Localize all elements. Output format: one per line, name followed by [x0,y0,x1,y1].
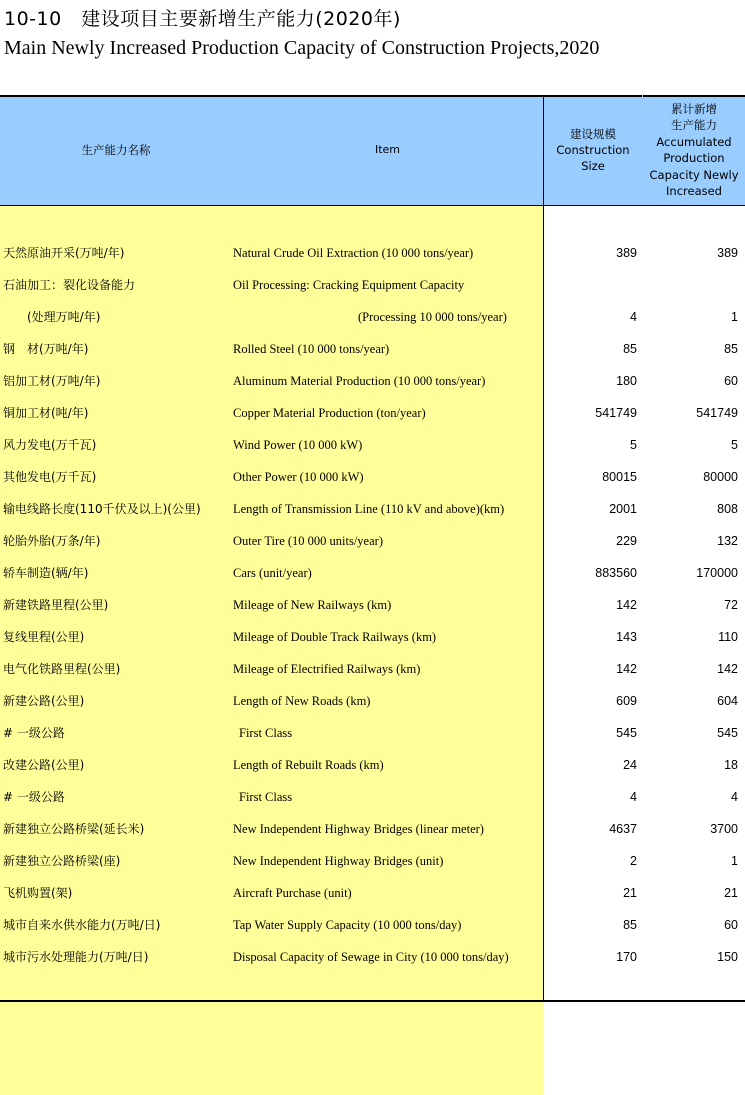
item-cn: 其他发电(万千瓦) [3,470,97,484]
accumulated-capacity-value: 3700 [710,822,738,836]
table-row [0,269,745,301]
accumulated-capacity-value: 21 [724,886,738,900]
construction-size-value: 229 [616,534,637,548]
accumulated-capacity-value: 72 [724,598,738,612]
table-row [0,461,745,493]
table-row [0,781,745,813]
construction-size-value: 85 [623,918,637,932]
item-en: Copper Material Production (ton/year) [233,406,426,420]
construction-size-value: 85 [623,342,637,356]
construction-size-value: 170 [616,950,637,964]
accumulated-capacity-value: 808 [717,502,738,516]
accumulated-capacity-value: 85 [724,342,738,356]
accumulated-capacity-value: 1 [731,854,738,868]
table-row [0,365,745,397]
accumulated-capacity-value: 170000 [696,566,738,580]
table-row [0,301,745,333]
construction-size-value: 180 [616,374,637,388]
construction-size-value: 142 [616,662,637,676]
table-row [0,813,745,845]
item-cn: 城市污水处理能力(万吨/日) [3,950,149,964]
table-row [0,525,745,557]
accumulated-capacity-value: 60 [724,374,738,388]
item-en: Length of New Roads (km) [233,694,371,708]
table-rows [0,237,745,973]
header-acc-line: 生产能力 [671,118,717,132]
item-cn: 新建公路(公里) [3,694,85,708]
accumulated-capacity-value: 142 [717,662,738,676]
accumulated-capacity-value: 541749 [696,406,738,420]
item-en: New Independent Highway Bridges (linear meter) [233,822,484,836]
item-en: Aircraft Purchase (unit) [233,886,352,900]
construction-size-value: 80015 [602,470,637,484]
item-cn: # 一级公路 [3,726,65,740]
header-acc-line: Accumulated [656,134,732,149]
construction-size-value: 142 [616,598,637,612]
construction-size-value: 4 [630,790,637,804]
header-size-line: Construction [556,143,630,157]
item-cn: 轮胎外胎(万条/年) [3,534,101,548]
table-row [0,493,745,525]
item-en: Length of Transmission Line (110 kV and above)(km) [233,502,505,516]
column-divider-light [642,95,643,205]
accumulated-capacity-value: 4 [731,790,738,804]
table-row [0,941,745,973]
table-row [0,845,745,877]
table-bottom-rule [0,1000,745,1002]
item-cn: 飞机购置(架) [3,886,73,900]
capacity-table [0,95,745,1005]
header-size-line: Size [581,159,605,173]
accumulated-capacity-value: 80000 [703,470,738,484]
item-en: Natural Crude Oil Extraction (10 000 tons/year) [233,246,474,260]
table-row [0,333,745,365]
item-en: (Processing 10 000 tons/year) [233,310,507,324]
accumulated-capacity-value: 604 [717,694,738,708]
accumulated-capacity-value: 1 [731,310,738,324]
header-acc-line: Capacity Newly [649,167,739,182]
accumulated-capacity-value: 60 [724,918,738,932]
item-en: First Class [239,790,293,804]
header-item-en [232,95,543,205]
page-title-cn: 10-10 建设项目主要新增生产能力(2020年) [4,8,401,30]
item-cn: 城市自来水供水能力(万吨/日) [3,918,161,932]
accumulated-capacity-value: 132 [717,534,738,548]
item-en: Cars (unit/year) [233,566,312,580]
item-en: First Class [239,726,293,740]
table-row [0,717,745,749]
table-top-rule [0,95,745,97]
construction-size-value: 5 [630,438,637,452]
table-row [0,909,745,941]
accumulated-capacity-value: 5 [731,438,738,452]
page-title-en: Main Newly Increased Production Capacity of Construction Projects,2020 [4,37,600,59]
item-en: Disposal Capacity of Sewage in City (10 000 tons/day) [233,950,509,964]
item-cn: 钢 材(万吨/年) [3,342,89,356]
construction-size-value: 24 [623,758,637,772]
header-construction-size [544,95,642,205]
item-en: Mileage of Double Track Railways (km) [233,630,437,644]
table-row [0,653,745,685]
header-item-cn [0,95,232,205]
item-en: New Independent Highway Bridges (unit) [233,854,444,868]
item-cn: 电气化铁路里程(公里) [3,662,121,676]
item-en: Other Power (10 000 kW) [233,470,364,484]
item-cn: 输电线路长度(110千伏及以上)(公里) [3,502,201,516]
table-row [0,749,745,781]
table-row [0,429,745,461]
item-en: Outer Tire (10 000 units/year) [233,534,383,548]
construction-size-value: 883560 [595,566,637,580]
item-cn: 轿车制造(辆/年) [3,566,89,580]
header-acc-line: Increased [666,184,722,198]
item-en: Wind Power (10 000 kW) [233,438,363,452]
table-row [0,237,745,269]
table-row [0,589,745,621]
construction-size-value: 2 [630,854,637,868]
header-acc-line: Production [663,151,725,165]
header-size-line: 建设规模 [569,127,616,141]
accumulated-capacity-value: 389 [717,246,738,260]
table-row [0,685,745,717]
item-en: Mileage of New Railways (km) [233,598,392,612]
item-cn: 新建独立公路桥梁(延长米) [3,822,145,836]
item-cn: 风力发电(万千瓦) [3,438,97,452]
construction-size-value: 21 [623,886,637,900]
accumulated-capacity-value: 545 [717,726,738,740]
construction-size-value: 4 [630,310,637,324]
header-item-en-label: Item [374,143,401,156]
construction-size-value: 541749 [595,406,637,420]
item-en: Rolled Steel (10 000 tons/year) [233,342,390,356]
accumulated-capacity-value: 150 [717,950,738,964]
construction-size-value: 143 [616,630,637,644]
header-bottom-rule [0,205,745,206]
table-row [0,557,745,589]
header-acc-line: 累计新增 [671,101,717,116]
item-en: Length of Rebuilt Roads (km) [233,758,384,772]
item-cn: (处理万吨/年) [3,310,101,324]
item-cn: 天然原油开采(万吨/年) [3,246,125,260]
item-cn: 石油加工：裂化设备能力 [3,278,136,292]
construction-size-value: 2001 [609,502,637,516]
item-cn: 铜加工材(吨/年) [3,406,89,420]
construction-size-value: 389 [616,246,637,260]
item-cn: 新建独立公路桥梁(座) [3,854,121,868]
construction-size-value: 609 [616,694,637,708]
item-cn: 新建铁路里程(公里) [3,598,109,612]
item-cn: # 一级公路 [3,790,65,804]
table-row [0,877,745,909]
item-en: Oil Processing: Cracking Equipment Capacity [233,278,465,292]
item-cn: 铝加工材(万吨/年) [3,374,101,388]
accumulated-capacity-value: 18 [724,758,738,772]
table-row [0,621,745,653]
item-en: Tap Water Supply Capacity (10 000 tons/day) [233,918,462,932]
item-en: Aluminum Material Production (10 000 tons/year) [233,374,486,388]
construction-size-value: 545 [616,726,637,740]
item-cn: 改建公路(公里) [3,758,85,772]
construction-size-value: 4637 [609,822,637,836]
item-en: Mileage of Electrified Railways (km) [233,662,421,676]
header-item-cn-label: 生产能力名称 [81,143,151,157]
item-cn: 复线里程(公里) [3,630,85,644]
table-row [0,397,745,429]
header-accumulated-capacity [643,95,745,205]
accumulated-capacity-value: 110 [718,630,738,644]
